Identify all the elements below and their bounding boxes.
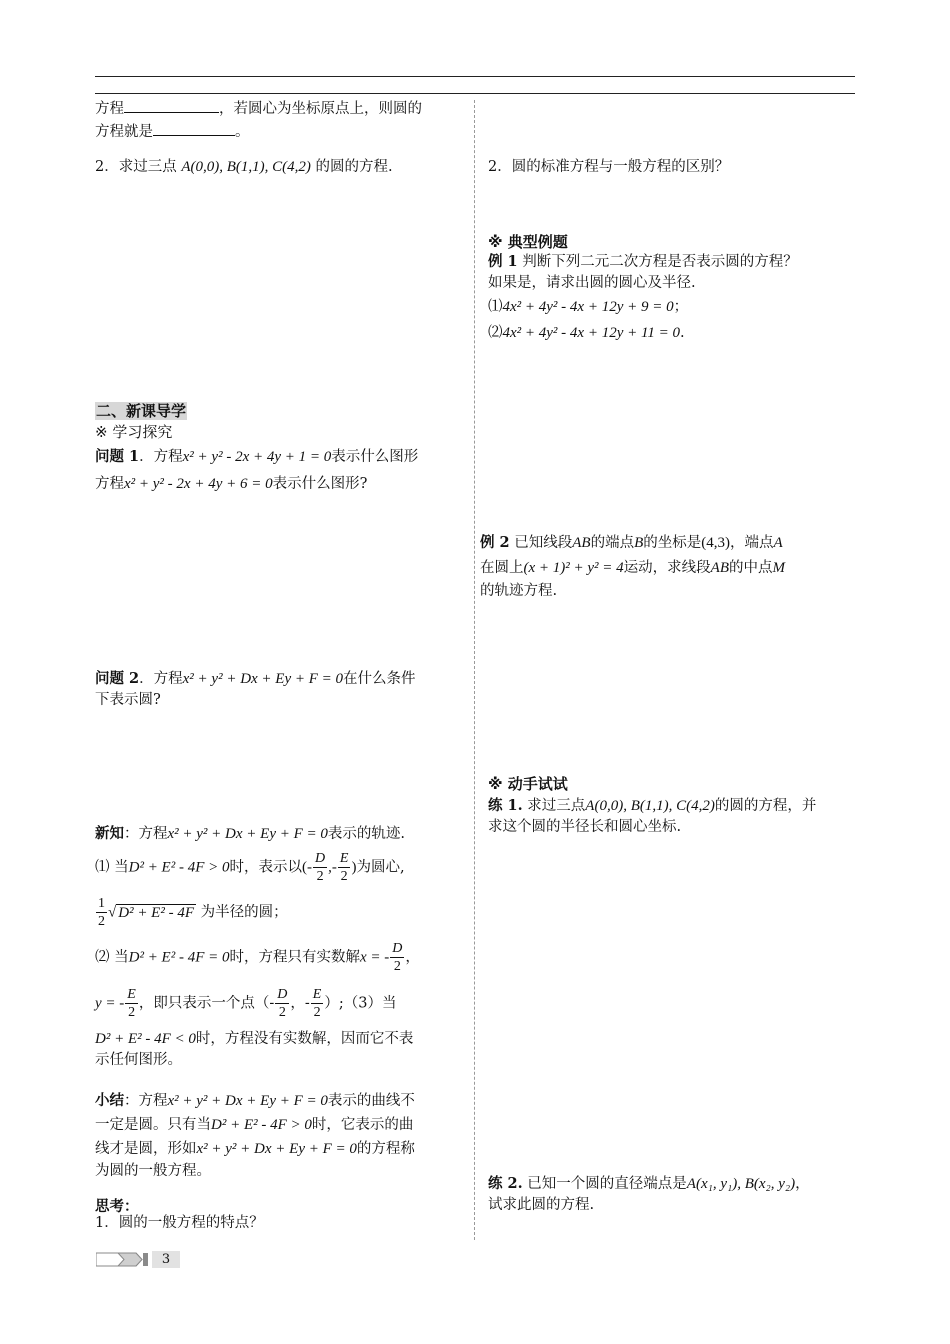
section-title: ※ 动手试试 — [488, 775, 568, 793]
fraction — [96, 895, 107, 930]
case-2-point — [95, 986, 470, 1021]
text: ．方程 — [139, 671, 183, 687]
text: 时，方程只有实数解 — [229, 949, 361, 966]
text: ； — [673, 299, 689, 315]
denominator: 2 — [128, 1005, 136, 1020]
blank-line — [124, 97, 219, 113]
text: 的方程称 — [356, 1141, 415, 1157]
label: 小结 — [95, 1092, 124, 1109]
math: (4,3) — [701, 535, 730, 551]
math: A(0,0), B(1,1), C(4,2) — [181, 159, 311, 175]
text: 方程 — [95, 476, 124, 492]
math: D² + E² - 4F > 0 — [211, 1117, 312, 1133]
text: 试求此圆的方程. — [488, 1197, 595, 1213]
math: y = - — [95, 995, 125, 1012]
text: 运动，求线段 — [623, 560, 711, 576]
footer-arrow-icon — [96, 1251, 148, 1268]
math: B — [634, 535, 644, 551]
radicand: D² + E² - 4F — [118, 904, 195, 921]
text: ）;（3）当 — [324, 995, 397, 1012]
text: ⑴ — [488, 299, 503, 315]
math: AB — [710, 560, 729, 576]
section-title: ※ 典型例题 — [488, 233, 568, 251]
math: A(0,0), B(1,1), C(4,2) — [585, 798, 715, 814]
math: x² + y² + Dx + Ey + F = 0 — [167, 826, 328, 842]
fraction — [275, 986, 289, 1021]
practice-label: 练 2. — [488, 1175, 523, 1192]
think-question-1 — [95, 1213, 264, 1234]
text: 方程 — [95, 101, 124, 117]
numerator: E — [339, 851, 349, 866]
fraction — [311, 986, 324, 1021]
header-rule-top — [95, 76, 855, 77]
section-heading — [95, 401, 187, 423]
radical-sign: √ — [108, 904, 117, 921]
denominator: 2 — [278, 1005, 286, 1020]
math: x² + y² - 2x + 4y + 1 = 0 — [182, 449, 332, 465]
denominator: 2 — [340, 869, 348, 884]
math: 4x² + 4y² - 4x + 12y + 11 = 0 — [502, 325, 680, 341]
example-1 — [488, 251, 860, 344]
numerator: 1 — [98, 896, 105, 911]
math: A(x₁, y₁), B(x₂, y₂) — [686, 1176, 796, 1192]
denominator: 2 — [98, 914, 105, 929]
text: 为圆的一般方程。 — [95, 1163, 211, 1179]
column-divider — [474, 100, 475, 1240]
text: 表示什么图形? — [272, 476, 368, 492]
text: 时，它表示的曲 — [311, 1117, 414, 1133]
text: 为半径的圆； — [200, 904, 288, 921]
case-1-radius — [95, 895, 288, 930]
fraction — [125, 986, 138, 1021]
text: 的端点 — [590, 535, 635, 551]
text: ，- — [290, 995, 310, 1012]
text: 方程就是 — [95, 124, 153, 140]
text: 求过三点 — [522, 798, 586, 814]
text: ：方程 — [124, 1093, 168, 1109]
fraction — [338, 850, 351, 885]
math: ) — [351, 859, 357, 876]
text: 的轨迹方程. — [480, 583, 558, 599]
case-1 — [95, 850, 470, 885]
numerator: E — [312, 987, 322, 1002]
text: ，即只表示一个点（- — [138, 995, 275, 1012]
text: 表示的轨迹. — [327, 826, 406, 842]
question-2-left — [95, 157, 393, 178]
numerator: D — [277, 987, 288, 1002]
problem-label: 问题 1 — [95, 448, 140, 465]
problem-1 — [95, 446, 465, 495]
subsection-title: ※ 学习探究 — [95, 423, 173, 441]
math: x² + y² + Dx + Ey + F = 0 — [196, 1141, 357, 1157]
practice-2 — [488, 1173, 860, 1216]
text: 的坐标是 — [643, 535, 702, 551]
text: 在什么条件 — [343, 671, 416, 687]
page-number: 3 — [152, 1251, 180, 1268]
text: ：方程 — [124, 826, 168, 842]
text: ，若圆心为坐标原点上，则圆的 — [219, 101, 422, 117]
text: 为圆心, — [356, 859, 405, 876]
math: (- — [302, 859, 313, 876]
numerator: D — [392, 941, 403, 956]
text: 2．求过三点 — [95, 159, 177, 175]
text: 示任何图形。 — [95, 1052, 182, 1068]
text: 判断下列二元二次方程是否表示圆的方程？ — [517, 254, 798, 270]
denominator: 2 — [313, 1005, 321, 1020]
example-label: 例 2 — [480, 534, 510, 551]
text: ⑵ 当 — [95, 949, 129, 966]
text: 时，表示以 — [229, 859, 303, 876]
subsection-heading — [95, 422, 172, 444]
text: ， — [795, 1176, 810, 1192]
text: ， — [405, 949, 420, 966]
math: A — [773, 535, 783, 551]
text: 一定是圆。只有当 — [95, 1117, 211, 1133]
section-title: 二、新课导学 — [96, 402, 187, 420]
math: D² + E² - 4F > 0 — [128, 859, 230, 876]
try-heading — [488, 774, 568, 796]
math: 4x² + 4y² - 4x + 12y + 9 = 0 — [502, 299, 674, 315]
text: . — [680, 325, 685, 341]
math: D² + E² - 4F < 0 — [95, 1031, 196, 1047]
label: 新知 — [95, 825, 124, 842]
math: (x + 1)² + y² = 4 — [523, 560, 624, 576]
denominator: 2 — [316, 869, 324, 884]
text: 1．圆的一般方程的特点？ — [95, 1215, 264, 1231]
numerator: E — [127, 987, 136, 1002]
numerator: D — [315, 851, 326, 866]
text: 已知线段 — [509, 535, 573, 551]
text: 的中点 — [729, 560, 773, 576]
math: x = - — [360, 949, 390, 966]
text: 的圆的方程，并 — [714, 798, 817, 814]
text: ．方程 — [139, 449, 183, 465]
case-3 — [95, 1029, 470, 1071]
practice-label: 练 1. — [488, 797, 523, 814]
denominator: 2 — [393, 959, 401, 974]
text: ⑴ 当 — [95, 859, 129, 876]
case-2 — [95, 940, 470, 975]
math: D² + E² - 4F = 0 — [128, 949, 230, 966]
text: 表示什么图形 — [331, 449, 419, 465]
math: x² + y² - 2x + 4y + 6 = 0 — [124, 476, 273, 492]
math: ,- — [328, 859, 337, 876]
text: 求这个圆的半径长和圆心坐标. — [488, 819, 682, 835]
math: AB — [572, 535, 591, 551]
new-knowledge — [95, 823, 467, 845]
question-2-right — [488, 157, 729, 178]
text: 下表示圆? — [95, 692, 161, 708]
header-rule-bottom — [95, 93, 855, 94]
continued-text — [95, 97, 465, 143]
problem-label: 问题 2 — [95, 670, 140, 687]
text: 的圆的方程. — [315, 159, 393, 175]
practice-1 — [488, 795, 860, 838]
summary — [95, 1090, 470, 1182]
text: 如果是，请求出圆的圆心及半径. — [488, 275, 696, 291]
text: 时，方程没有实数解，因而它不表 — [195, 1031, 414, 1047]
math: M — [772, 560, 785, 576]
text: ⑵ — [488, 325, 503, 341]
label: 思考： — [95, 1198, 139, 1215]
text: 。 — [235, 124, 250, 140]
example-label: 例 1 — [488, 253, 518, 270]
text: 已知一个圆的直径端点是 — [522, 1176, 687, 1192]
math: x² + y² + Dx + Ey + F = 0 — [182, 671, 344, 687]
math: x² + y² + Dx + Ey + F = 0 — [167, 1093, 328, 1109]
problem-2 — [95, 668, 465, 711]
blank-line — [153, 120, 235, 136]
text: 表示的曲线不 — [327, 1093, 415, 1109]
text: 2．圆的标准方程与一般方程的区别？ — [488, 159, 730, 175]
text: 线才是圆，形如 — [95, 1141, 197, 1157]
text: ，端点 — [730, 535, 774, 551]
text: 在圆上 — [480, 560, 524, 576]
fraction — [313, 850, 327, 885]
fraction — [390, 940, 404, 975]
example-2 — [480, 532, 860, 602]
